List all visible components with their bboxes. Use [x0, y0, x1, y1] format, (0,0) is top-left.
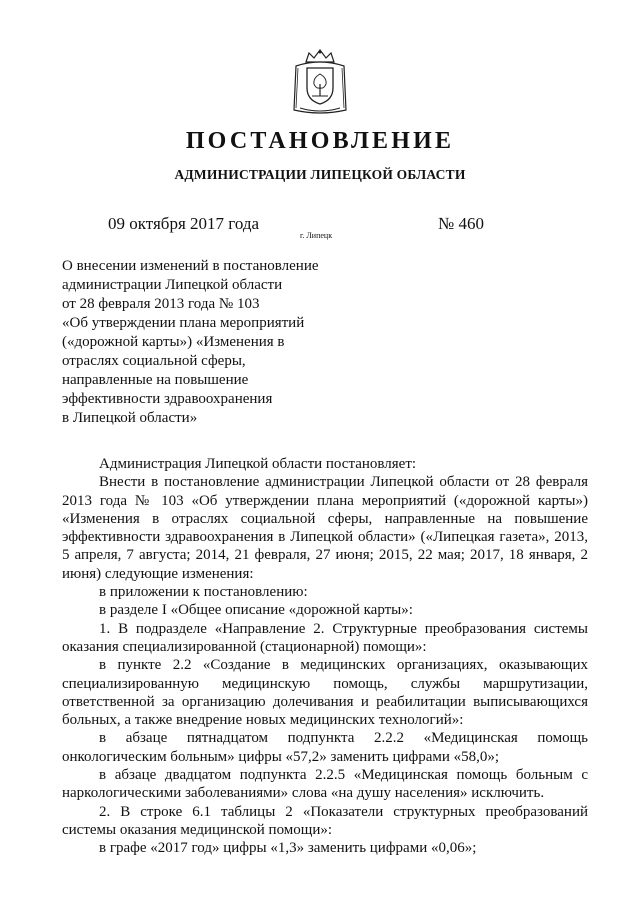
document-city: г. Липецк: [300, 231, 333, 240]
coat-of-arms-emblem: [290, 48, 350, 116]
document-body: [62, 455, 588, 858]
body-paragraph: в абзаце двадцатом подпункта 2.2.5 «Медицинская помощь больным с наркологическими заболеваниями» слова «на душу населения» исключить.: [62, 767, 588, 802]
subject-line: отраслях социальной сферы,: [62, 353, 246, 369]
subject-line: О внесении изменений в постановление: [62, 258, 319, 274]
subject-line: эффективности здравоохранения: [62, 391, 273, 407]
document-date: 09 октября 2017 года: [108, 214, 260, 233]
body-paragraph: 2. В строке 6.1 таблицы 2 «Показатели структурных преобразований системы оказания медицинской помощи»:: [62, 803, 588, 838]
body-paragraph: в разделе I «Общее описание «дорожной карты»:: [99, 602, 413, 619]
subject-line: («дорожной карты») «Изменения в: [62, 334, 285, 350]
body-paragraph: Администрация Липецкой области постановляет:: [99, 456, 417, 472]
issuing-organization: АДМИНИСТРАЦИИ ЛИПЕЦКОЙ ОБЛАСТИ: [174, 167, 466, 182]
body-paragraph: в графе «2017 год» цифры «1,3» заменить цифрами «0,06»;: [99, 840, 477, 857]
subject-line: направленные на повышение: [62, 372, 249, 388]
subject-line: «Об утверждении плана мероприятий: [62, 315, 305, 331]
document-subject: [62, 257, 362, 428]
document-title: ПОСТАНОВЛЕНИЕ: [185, 128, 455, 154]
body-paragraph: 1. В подразделе «Направление 2. Структурные преобразования системы оказания специализированной (стационарной) помощи»:: [62, 620, 588, 655]
coat-of-arms-icon: [290, 48, 350, 116]
subject-line: в Липецкой области»: [62, 410, 198, 426]
body-paragraph: в приложении к постановлению:: [99, 584, 308, 601]
subject-line: администрации Липецкой области: [62, 277, 283, 293]
body-paragraph: Внести в постановление администрации Липецкой области от 28 февраля 2013 года № 103 «Об утверждении плана мероприятий («дорожной карты») «Изменения в отраслях социальной сферы, направленные на повышение эффективности здравоохранения в Липецкой области» («Липецкая газета», 2013, 5 апреля, 7 августа; 2014, 21 февраля, 27 июня; 2015, 22 мая; 2017, 18 января, 2 июня) следующие изменения:: [62, 474, 588, 582]
subject-line: от 28 февраля 2013 года № 103: [62, 296, 260, 312]
body-paragraph: в пункте 2.2 «Создание в медицинских организациях, оказывающих специализированную медицинскую помощь, службы маршрутизации, ответственной за организацию долечивания и реабилитации выписывающихся больных, а также внедрение новых медицинских технологий»:: [62, 657, 588, 729]
document-number: № 460: [438, 214, 484, 233]
body-paragraph: в абзаце пятнадцатом подпункта 2.2.2 «Медицинская помощь онкологическим больным» цифры «57,2» заменить цифрами «58,0»;: [62, 730, 588, 765]
